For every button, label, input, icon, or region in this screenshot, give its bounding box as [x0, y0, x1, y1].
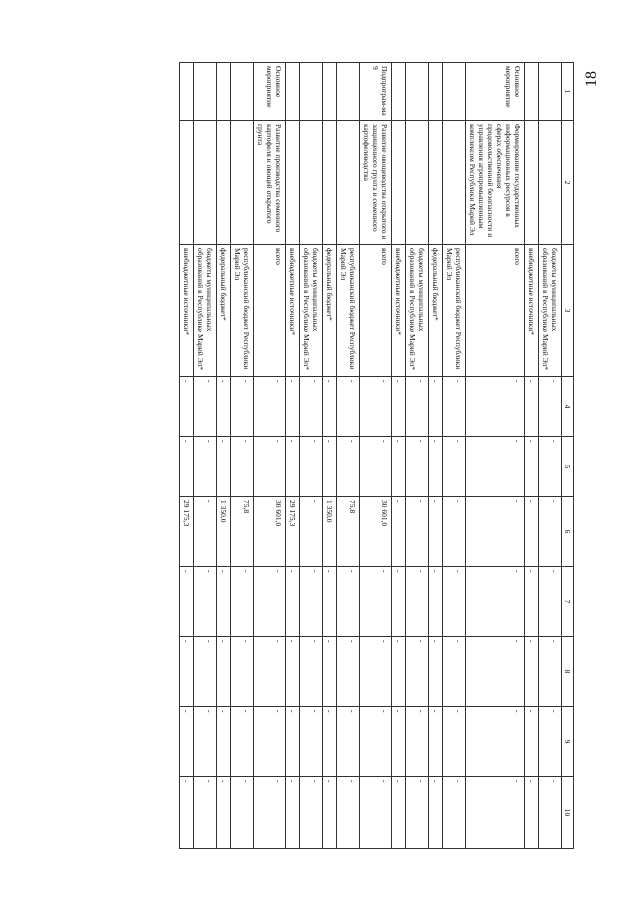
budget-table	[179, 62, 574, 849]
table-row	[286, 63, 300, 849]
value-cell: -	[180, 377, 194, 437]
value-cell: -	[194, 567, 217, 637]
program-type-cell	[180, 63, 194, 121]
value-cell: 1 350,0	[323, 497, 337, 567]
value-cell: -	[337, 637, 360, 707]
value-cell: -	[254, 567, 286, 637]
column-header: 6	[562, 497, 574, 567]
funding-source-cell: всего	[466, 245, 525, 377]
value-cell: -	[360, 567, 392, 637]
value-cell: -	[525, 497, 539, 567]
funding-source-cell: федеральный бюджет*	[217, 245, 231, 377]
funding-source-cell: всего	[254, 245, 286, 377]
value-cell: -	[392, 637, 406, 707]
program-type-cell	[286, 63, 300, 121]
value-cell: -	[406, 437, 429, 497]
value-cell: -	[406, 377, 429, 437]
value-cell: -	[323, 707, 337, 777]
value-cell: -	[406, 777, 429, 849]
value-cell: -	[286, 437, 300, 497]
value-cell: -	[525, 567, 539, 637]
column-header: 9	[562, 707, 574, 777]
value-cell: -	[286, 707, 300, 777]
value-cell: -	[466, 437, 525, 497]
value-cell: -	[194, 497, 217, 567]
table-row	[337, 63, 360, 849]
value-cell: -	[254, 637, 286, 707]
value-cell: -	[429, 437, 443, 497]
value-cell: -	[180, 437, 194, 497]
program-name-cell	[217, 121, 231, 245]
program-name-cell	[300, 121, 323, 245]
program-name-cell: Развитие производства семенного картофеля и овощей открытого грунта	[254, 121, 286, 245]
table-row	[194, 63, 217, 849]
value-cell: -	[525, 637, 539, 707]
column-number-row	[562, 63, 574, 849]
value-cell: -	[539, 777, 562, 849]
column-header: 3	[562, 245, 574, 377]
value-cell: -	[466, 497, 525, 567]
program-name-cell	[231, 121, 254, 245]
program-type-cell: Основное мероприятие	[466, 63, 525, 121]
value-cell: -	[217, 567, 231, 637]
value-cell: -	[392, 437, 406, 497]
program-type-cell	[525, 63, 539, 121]
program-type-cell	[300, 63, 323, 121]
table-row	[539, 63, 562, 849]
table-row	[300, 63, 323, 849]
funding-source-cell: федеральный бюджет*	[429, 245, 443, 377]
value-cell: -	[525, 777, 539, 849]
table-row	[466, 63, 525, 849]
table-row	[360, 63, 392, 849]
funding-source-cell: бюджеты муниципальных образований в Республике Марий Эл*	[300, 245, 323, 377]
column-header: 5	[562, 437, 574, 497]
column-header: 7	[562, 567, 574, 637]
value-cell: -	[217, 377, 231, 437]
column-header: 2	[562, 121, 574, 245]
table-row	[231, 63, 254, 849]
rotated-table-container	[116, 62, 574, 848]
table-row	[217, 63, 231, 849]
value-cell: -	[443, 567, 466, 637]
value-cell: -	[300, 777, 323, 849]
value-cell: -	[539, 707, 562, 777]
value-cell: -	[180, 637, 194, 707]
value-cell: -	[194, 637, 217, 707]
value-cell: -	[406, 567, 429, 637]
value-cell: -	[194, 437, 217, 497]
value-cell: -	[217, 777, 231, 849]
funding-source-cell: внебюджетные источники*	[392, 245, 406, 377]
program-name-cell	[323, 121, 337, 245]
value-cell: -	[194, 377, 217, 437]
funding-source-cell: республиканский бюджет Республики Марий Эл	[231, 245, 254, 377]
value-cell: -	[254, 437, 286, 497]
value-cell: -	[392, 567, 406, 637]
program-name-cell	[406, 121, 429, 245]
column-header: 1	[562, 63, 574, 121]
value-cell: -	[231, 637, 254, 707]
program-name-cell	[337, 121, 360, 245]
value-cell: -	[254, 707, 286, 777]
table-row	[429, 63, 443, 849]
funding-source-cell: внебюджетные источники*	[286, 245, 300, 377]
program-type-cell	[539, 63, 562, 121]
value-cell: -	[466, 637, 525, 707]
value-cell: -	[217, 437, 231, 497]
value-cell: 75,8	[337, 497, 360, 567]
funding-source-cell: бюджеты муниципальных образований в Республике Марий Эл*	[539, 245, 562, 377]
value-cell: -	[392, 707, 406, 777]
program-type-cell: Основное мероприятие	[254, 63, 286, 121]
value-cell: -	[323, 377, 337, 437]
value-cell: -	[539, 497, 562, 567]
value-cell: 1 350,0	[217, 497, 231, 567]
value-cell: -	[217, 637, 231, 707]
value-cell: -	[525, 437, 539, 497]
value-cell: -	[443, 637, 466, 707]
program-type-cell	[392, 63, 406, 121]
value-cell: -	[194, 707, 217, 777]
column-header: 10	[562, 777, 574, 849]
value-cell: -	[360, 377, 392, 437]
value-cell: -	[231, 777, 254, 849]
value-cell: -	[525, 377, 539, 437]
program-type-cell: Подпрограм-ма 9	[360, 63, 392, 121]
value-cell: -	[286, 377, 300, 437]
value-cell: -	[180, 777, 194, 849]
value-cell: -	[300, 497, 323, 567]
funding-source-cell: внебюджетные источники*	[525, 245, 539, 377]
value-cell: -	[323, 437, 337, 497]
value-cell: -	[443, 377, 466, 437]
value-cell: -	[525, 707, 539, 777]
value-cell: -	[194, 777, 217, 849]
value-cell: -	[337, 777, 360, 849]
value-cell: -	[300, 637, 323, 707]
value-cell: -	[429, 497, 443, 567]
value-cell: -	[286, 567, 300, 637]
value-cell: -	[392, 497, 406, 567]
value-cell: -	[323, 637, 337, 707]
value-cell: -	[323, 777, 337, 849]
value-cell: -	[254, 377, 286, 437]
program-name-cell	[539, 121, 562, 245]
value-cell: -	[286, 637, 300, 707]
value-cell: -	[429, 567, 443, 637]
value-cell: -	[286, 777, 300, 849]
table-row	[254, 63, 286, 849]
value-cell: 30 601,0	[360, 497, 392, 567]
value-cell: -	[300, 567, 323, 637]
value-cell: -	[539, 437, 562, 497]
value-cell: -	[443, 777, 466, 849]
value-cell: -	[360, 707, 392, 777]
page-number: 18	[583, 71, 600, 87]
value-cell: -	[406, 637, 429, 707]
program-name-cell	[525, 121, 539, 245]
value-cell: -	[180, 707, 194, 777]
program-type-cell	[443, 63, 466, 121]
program-name-cell	[180, 121, 194, 245]
value-cell: -	[429, 377, 443, 437]
value-cell: -	[254, 777, 286, 849]
program-type-cell	[231, 63, 254, 121]
value-cell: -	[360, 437, 392, 497]
table-row	[443, 63, 466, 849]
value-cell: -	[231, 437, 254, 497]
program-type-cell	[429, 63, 443, 121]
value-cell: -	[300, 707, 323, 777]
program-type-cell	[337, 63, 360, 121]
value-cell: -	[231, 377, 254, 437]
value-cell: -	[337, 377, 360, 437]
value-cell: -	[539, 567, 562, 637]
program-name-cell	[429, 121, 443, 245]
value-cell: -	[337, 437, 360, 497]
value-cell: -	[443, 707, 466, 777]
value-cell: -	[429, 637, 443, 707]
value-cell: -	[300, 437, 323, 497]
value-cell: -	[217, 707, 231, 777]
value-cell: 29 175,3	[180, 497, 194, 567]
value-cell: 30 601,0	[254, 497, 286, 567]
value-cell: -	[406, 707, 429, 777]
program-name-cell	[443, 121, 466, 245]
value-cell: -	[466, 707, 525, 777]
value-cell: -	[466, 777, 525, 849]
program-name-cell	[286, 121, 300, 245]
value-cell: -	[539, 637, 562, 707]
program-name-cell	[392, 121, 406, 245]
funding-source-cell: федеральный бюджет*	[323, 245, 337, 377]
table-row	[323, 63, 337, 849]
value-cell: -	[323, 567, 337, 637]
value-cell: -	[392, 777, 406, 849]
funding-source-cell: республиканский бюджет Республики Марий Эл	[337, 245, 360, 377]
table-row	[180, 63, 194, 849]
value-cell: -	[443, 437, 466, 497]
funding-source-cell: республиканский бюджет Республики Марий Эл	[443, 245, 466, 377]
value-cell: -	[360, 777, 392, 849]
program-type-cell	[406, 63, 429, 121]
value-cell: -	[231, 707, 254, 777]
value-cell: -	[466, 377, 525, 437]
column-header: 4	[562, 377, 574, 437]
funding-source-cell: бюджеты муниципальных образований в Республике Марий Эл*	[406, 245, 429, 377]
table-row	[525, 63, 539, 849]
value-cell: -	[466, 567, 525, 637]
value-cell: 75,8	[231, 497, 254, 567]
value-cell: -	[337, 567, 360, 637]
program-name-cell: Развитие овощеводства открытого и защищенного грунта и семенного картофелеводства	[360, 121, 392, 245]
value-cell: -	[392, 377, 406, 437]
value-cell: 29 175,3	[286, 497, 300, 567]
column-header: 8	[562, 637, 574, 707]
value-cell: -	[337, 707, 360, 777]
value-cell: -	[539, 377, 562, 437]
funding-source-cell: бюджеты муниципальных образований в Республике Марий Эл*	[194, 245, 217, 377]
funding-source-cell: внебюджетные источники*	[180, 245, 194, 377]
value-cell: -	[429, 777, 443, 849]
value-cell: -	[429, 707, 443, 777]
funding-source-cell: всего	[360, 245, 392, 377]
program-type-cell	[194, 63, 217, 121]
program-name-cell: Формирование государственных информационных ресурсов в сферах обеспечения продовольственной безопасности и управления агропромышленным комплексом Республики Марий Эл	[466, 121, 525, 245]
value-cell: -	[443, 497, 466, 567]
table-row	[392, 63, 406, 849]
program-type-cell	[217, 63, 231, 121]
value-cell: -	[300, 377, 323, 437]
value-cell: -	[406, 497, 429, 567]
value-cell: -	[360, 637, 392, 707]
value-cell: -	[180, 567, 194, 637]
value-cell: -	[231, 567, 254, 637]
table-row	[406, 63, 429, 849]
program-name-cell	[194, 121, 217, 245]
program-type-cell	[323, 63, 337, 121]
